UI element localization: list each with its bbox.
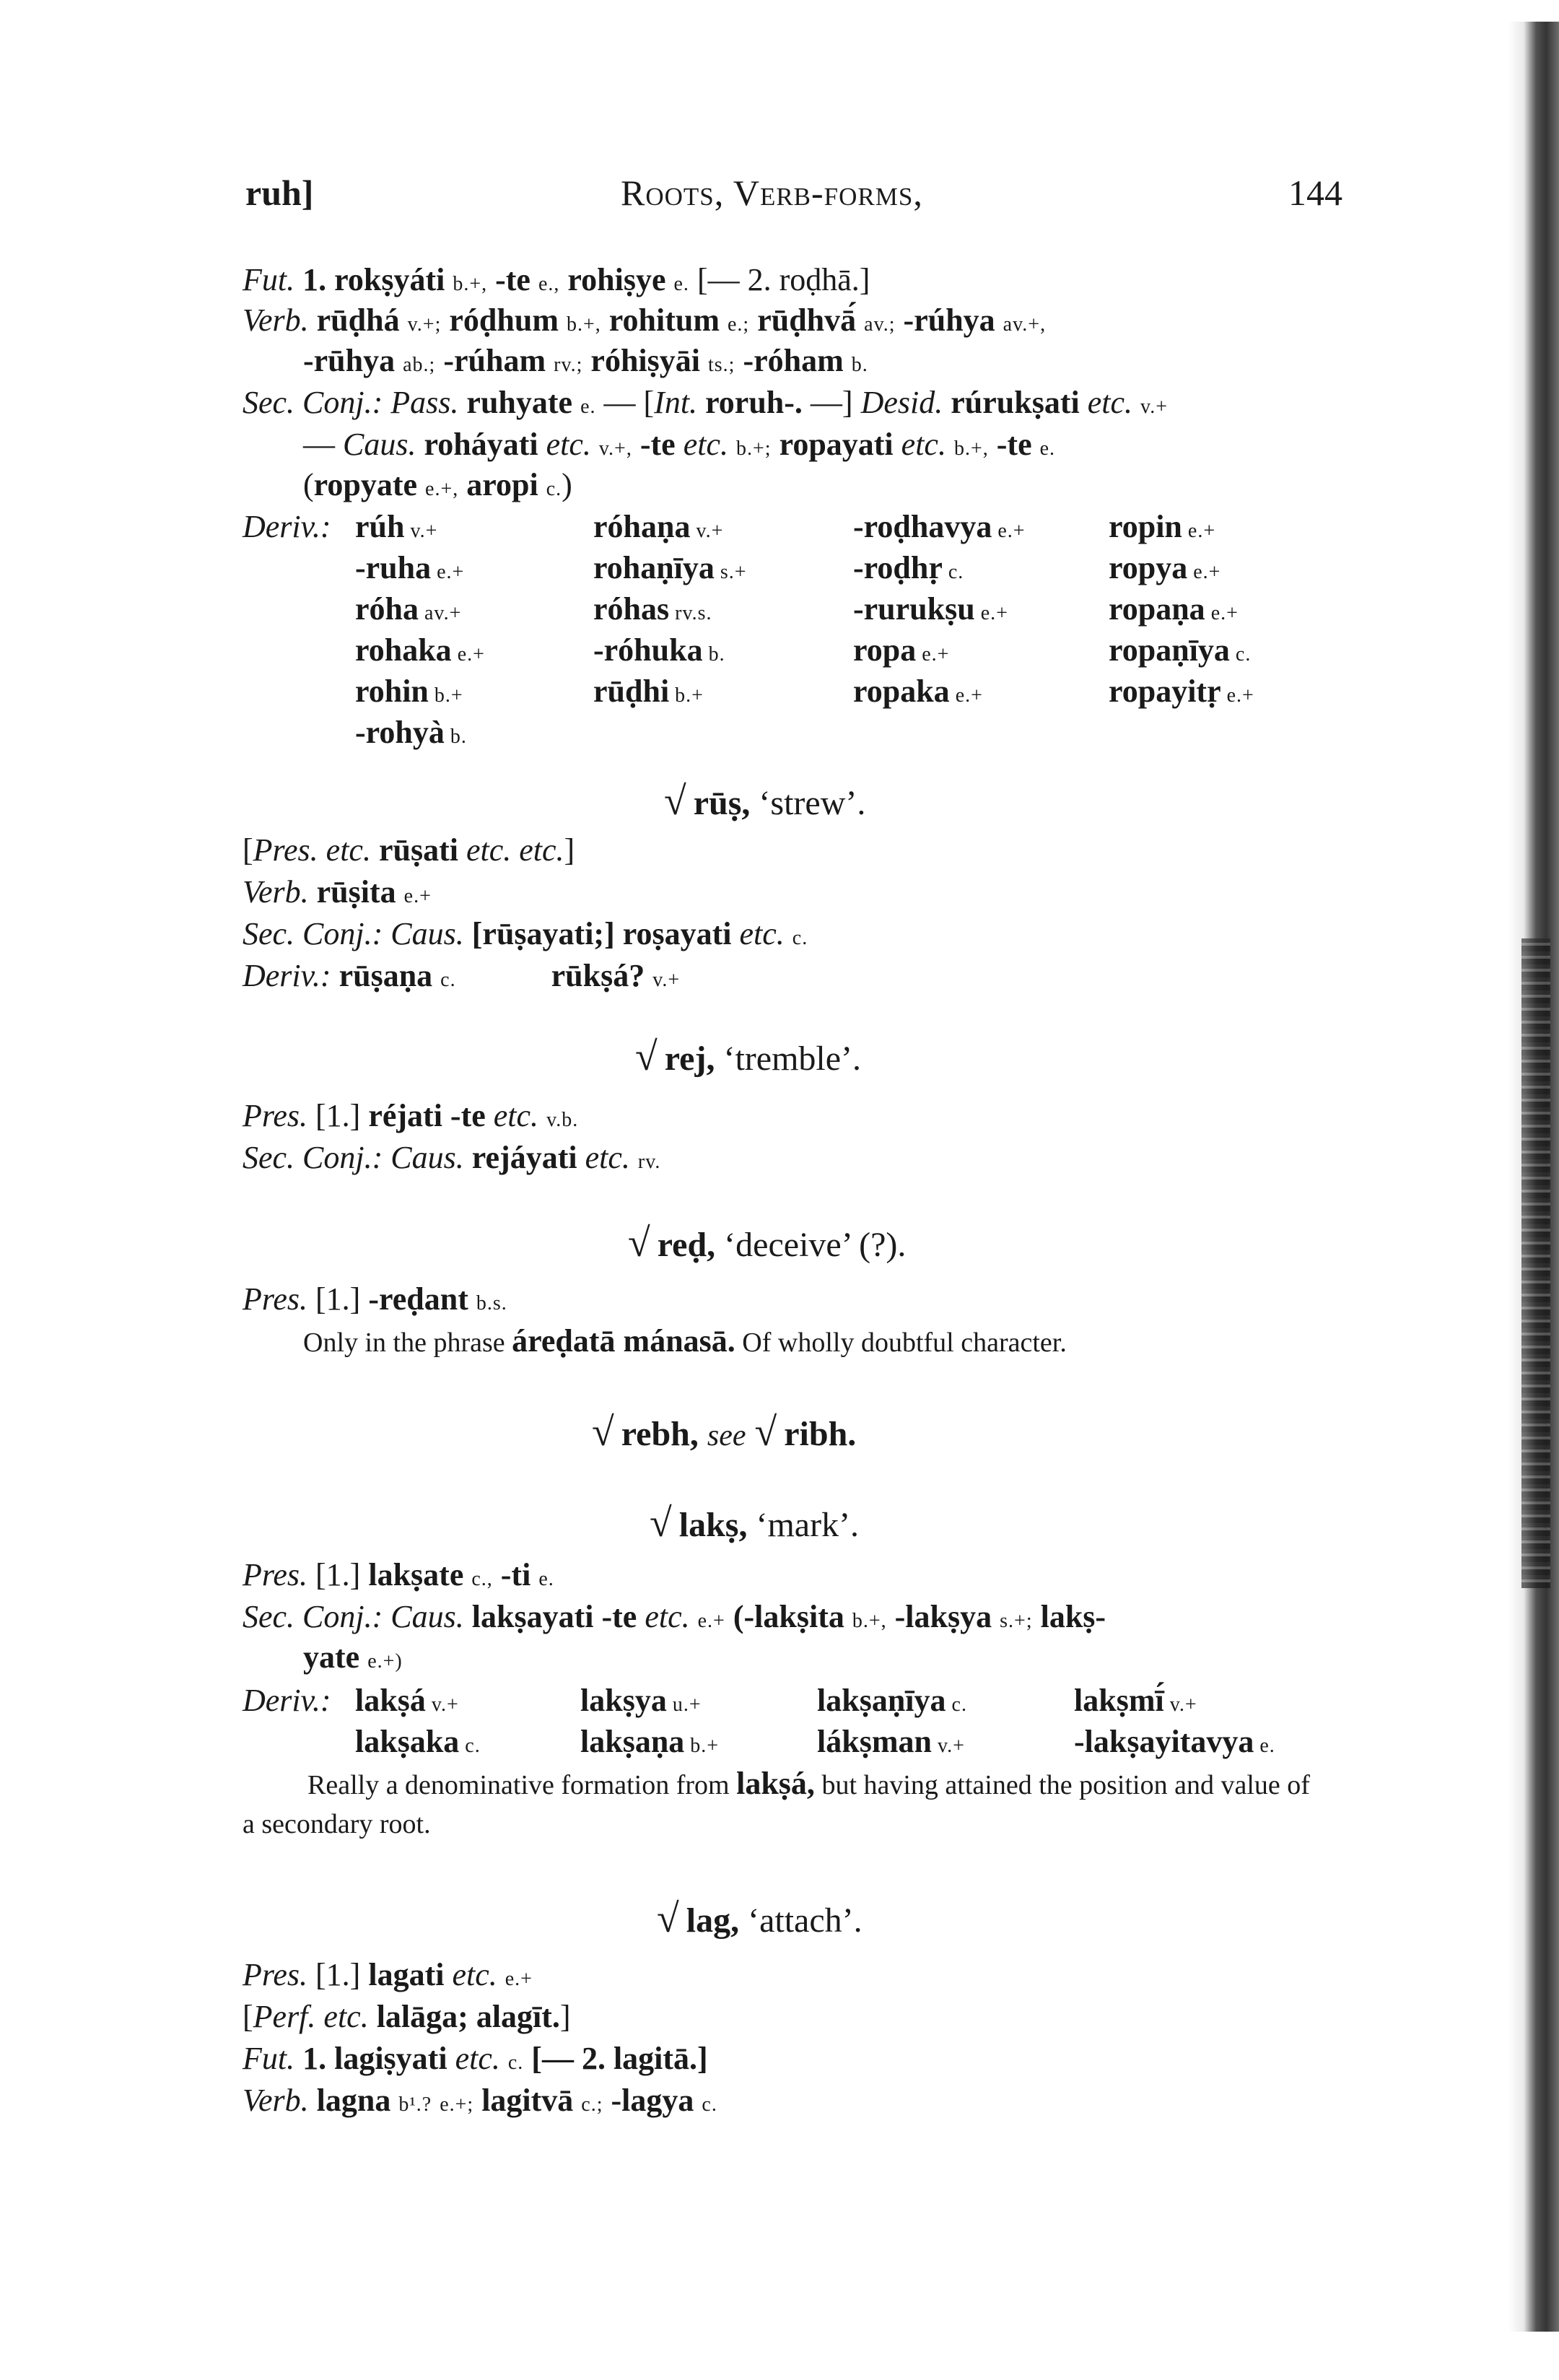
rus-deriv-line: Deriv.: rūṣaṇa c. rūkṣá? v.+ <box>243 958 681 993</box>
deriv-entry <box>1074 1682 1197 1719</box>
lag-pres-line: Pres. [1.] lagati etc. e.+ <box>243 1957 533 1992</box>
rebh-heading: √ rebh, see √ ribh. <box>592 1410 857 1455</box>
lag-perf-line: [Perf. etc. lalāga; alagīt.] <box>243 1999 571 2034</box>
deriv-entry <box>817 1682 967 1719</box>
deriv-source: v.+ <box>1163 1694 1197 1716</box>
deriv-word: ropa <box>853 632 917 668</box>
deriv-entry <box>355 549 464 586</box>
deriv-source: u.+ <box>666 1694 702 1716</box>
deriv-source: v.+ <box>690 520 724 542</box>
deriv-entry <box>1074 1723 1275 1760</box>
deriv-word: ropin <box>1109 509 1182 544</box>
red-heading: √ reḍ, ‘deceive’ (?). <box>628 1221 907 1265</box>
deriv-entry <box>593 632 725 668</box>
deriv-source: c. <box>1229 643 1252 666</box>
deriv-source: e.+ <box>451 643 485 666</box>
deriv-source: e.+ <box>992 520 1026 542</box>
deriv-entry <box>853 549 964 586</box>
deriv-entry <box>593 508 723 545</box>
ruh-fut-line: Fut. 1. rokṣyáti b.+, -te e., rohiṣye e. [— 2. roḍhā.] <box>243 262 870 297</box>
page-number: 144 <box>1288 173 1342 213</box>
deriv-entry <box>853 673 983 710</box>
deriv-word: ropaṇīya <box>1109 632 1230 668</box>
radical-sign: √ <box>664 779 686 824</box>
deriv-word: lakṣá <box>355 1683 426 1718</box>
deriv-word: -roḍhavya <box>853 509 992 544</box>
laks-secconj-line-1: Sec. Conj.: Caus. lakṣayati -te etc. e.+ (-lakṣita b.+, -lakṣya s.+; lakṣ- <box>243 1599 1106 1634</box>
deriv-word: -ruha <box>355 550 432 585</box>
deriv-word: rūḍhi <box>593 674 670 709</box>
rus-pres-line: [Pres. etc. rūṣati etc. etc.] <box>243 832 575 868</box>
lag-fut-line: Fut. 1. lagiṣyati etc. c. [— 2. lagitā.] <box>243 2041 708 2076</box>
laks-secconj-line-2: yate e.+) <box>303 1639 403 1675</box>
scan-edge-binding <box>1521 938 1550 1588</box>
deriv-word: -lakṣayitavya <box>1074 1724 1254 1759</box>
deriv-entry <box>593 673 704 710</box>
deriv-entry <box>355 714 467 751</box>
laks-note: Really a denominative formation from lakṣá, but having attained the position and value of a secondary root. <box>243 1766 1310 1839</box>
rej-secconj-line: Sec. Conj.: Caus. rejáyati etc. rv. <box>243 1140 661 1175</box>
deriv-word: róha <box>355 591 419 627</box>
deriv-word: ropayitṛ <box>1109 674 1221 709</box>
rus-secconj-line: Sec. Conj.: Caus. [rūṣayati;] roṣayati etc. c. <box>243 916 808 951</box>
radical-sign: √ <box>592 1410 614 1455</box>
deriv-entry <box>1109 508 1215 545</box>
running-head-center: Roots, Verb-forms, <box>621 173 923 213</box>
deriv-source: e.+ <box>916 643 950 666</box>
deriv-source: e.+ <box>949 684 983 707</box>
rej-heading: √ rej, ‘tremble’. <box>635 1034 862 1079</box>
deriv-source: b.+ <box>684 1735 720 1757</box>
radical-sign: √ <box>628 1221 650 1265</box>
deriv-word: lakṣaka <box>355 1724 460 1759</box>
deriv-source: e.+ <box>1182 520 1216 542</box>
deriv-entry <box>853 632 949 668</box>
deriv-source: rv.s. <box>669 602 712 624</box>
deriv-word: lakṣaṇīya <box>817 1683 946 1718</box>
deriv-entry <box>355 590 461 627</box>
deriv-source: v.+ <box>931 1735 965 1757</box>
deriv-entry <box>1109 673 1254 710</box>
deriv-entry <box>580 1723 719 1760</box>
deriv-source: e.+ <box>1220 684 1254 707</box>
laks-heading: √ lakṣ, ‘mark’. <box>650 1501 860 1546</box>
deriv-word: lákṣman <box>817 1724 932 1759</box>
deriv-entry <box>593 590 712 627</box>
radical-sign: √ <box>635 1034 658 1079</box>
deriv-source: e.+ <box>974 602 1008 624</box>
deriv-word: rohin <box>355 674 429 709</box>
running-head-left: ruh] <box>245 173 314 213</box>
deriv-entry <box>355 673 463 710</box>
deriv-word: rohaṇīya <box>593 550 715 585</box>
deriv-source: b. <box>444 725 467 748</box>
deriv-entry <box>1109 632 1251 668</box>
deriv-source: e.+ <box>1187 561 1221 583</box>
ruh-secconj-line-2: — Caus. roháyati etc. v.+, -te etc. b.+; ropayati etc. b.+, -te e. <box>303 427 1056 462</box>
deriv-word: róhaṇa <box>593 509 691 544</box>
deriv-source: e. <box>1254 1735 1275 1757</box>
deriv-word: lakṣaṇa <box>580 1724 685 1759</box>
deriv-entry <box>355 508 437 545</box>
red-pres-line: Pres. [1.] -reḍant b.s. <box>243 1281 507 1317</box>
deriv-word: -roḍhṛ <box>853 550 943 585</box>
rus-verb-line: Verb. rūṣita e.+ <box>243 874 432 910</box>
lag-heading: √ lag, ‘attach’. <box>657 1896 863 1941</box>
deriv-source: e.+ <box>431 561 465 583</box>
ruh-verb-line-2: -rūhya ab.; -rúham rv.; róhiṣyāi ts.; -róham b. <box>303 343 868 378</box>
ruh-deriv-label: Deriv.: <box>243 509 331 544</box>
deriv-source: v.+ <box>425 1694 459 1716</box>
ruh-secconj-line-1: Sec. Conj.: Pass. ruhyate e. — [Int. roruh-. —] Desid. rúrukṣati etc. v.+ <box>243 385 1168 420</box>
deriv-source: av.+ <box>419 602 462 624</box>
deriv-source: c. <box>459 1735 481 1757</box>
deriv-word: -róhuka <box>593 632 703 668</box>
radical-sign: √ <box>650 1501 672 1546</box>
deriv-entry <box>355 1723 481 1760</box>
running-head <box>245 172 1342 222</box>
deriv-entry <box>355 1682 459 1719</box>
deriv-source: v.+ <box>404 520 438 542</box>
deriv-word: róhas <box>593 591 670 627</box>
deriv-source: b.+ <box>428 684 463 707</box>
ruh-verb-line-1: Verb. rūḍhá v.+; róḍhum b.+, rohitum e.; rūḍhvā́ av.; -rúhya av.+, <box>243 302 1047 338</box>
rus-heading: √ rūṣ, ‘strew’. <box>664 779 866 824</box>
radical-sign: √ <box>657 1896 679 1941</box>
rej-pres-line: Pres. [1.] réjati -te etc. v.b. <box>243 1098 579 1133</box>
deriv-entry <box>853 590 1008 627</box>
deriv-word: lakṣya <box>580 1683 667 1718</box>
deriv-word: rúh <box>355 509 405 544</box>
deriv-word: rohaka <box>355 632 452 668</box>
deriv-word: ropya <box>1109 550 1188 585</box>
deriv-source: b.+ <box>669 684 704 707</box>
deriv-word: ropaka <box>853 674 950 709</box>
deriv-source: b. <box>702 643 725 666</box>
deriv-entry <box>853 508 1026 545</box>
deriv-word: lakṣmī́ <box>1074 1683 1164 1718</box>
ruh-secconj-line-3: (ropyate e.+, aropi c.) <box>303 467 572 502</box>
deriv-source: c. <box>942 561 964 583</box>
deriv-entry <box>593 549 747 586</box>
laks-pres-line: Pres. [1.] lakṣate c., -ti e. <box>243 1557 554 1592</box>
lag-verb-line: Verb. lagna b¹.? e.+; lagitvā c.; -lagya c. <box>243 2083 717 2118</box>
deriv-entry <box>355 632 485 668</box>
deriv-entry <box>1109 590 1239 627</box>
deriv-word: -rohyà <box>355 715 445 750</box>
red-note: Only in the phrase áreḍatā mánasā. Of wholly doubtful character. <box>303 1323 1067 1359</box>
radical-sign: √ <box>754 1410 777 1455</box>
deriv-word: ropaṇa <box>1109 591 1205 627</box>
deriv-source: s.+ <box>714 561 747 583</box>
deriv-entry <box>817 1723 965 1760</box>
deriv-source: e.+ <box>1205 602 1239 624</box>
deriv-entry <box>1109 549 1220 586</box>
deriv-word: -rurukṣu <box>853 591 975 627</box>
deriv-entry <box>580 1682 702 1719</box>
laks-deriv-label: Deriv.: <box>243 1683 331 1718</box>
deriv-source: c. <box>946 1694 967 1716</box>
